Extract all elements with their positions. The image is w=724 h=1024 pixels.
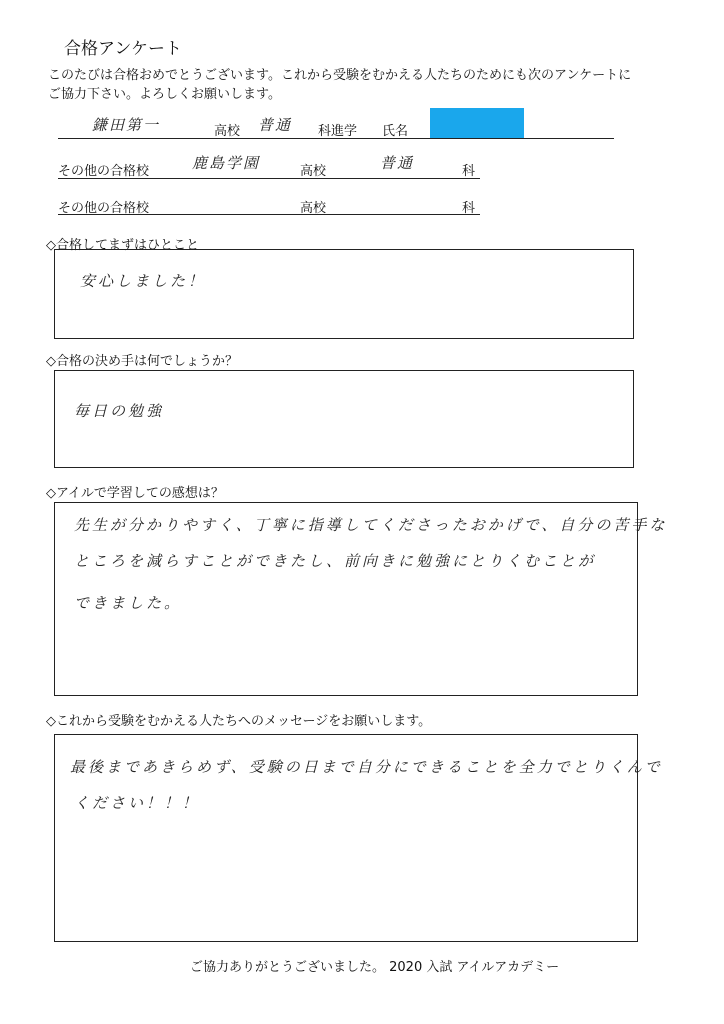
- footer-text: ご協力ありがとうございました。 2020 入試 アイルアカデミー: [190, 960, 560, 975]
- other-school-2-underline: [58, 214, 480, 215]
- name-label: 氏名: [382, 124, 409, 139]
- question-1-heading: ◇合格してまずはひとこと: [46, 238, 199, 253]
- other-school-1-name: 鹿島学園: [192, 154, 261, 172]
- main-school-koukou-label: 高校: [214, 124, 241, 139]
- question-2-heading: ◇合格の決め手は何でしょうか？: [46, 354, 238, 369]
- other-school-1-label: その他の合格校: [58, 164, 150, 179]
- other-school-2-label: その他の合格校: [58, 201, 150, 216]
- question-1-answer-line-1: 安心しました！: [80, 272, 207, 290]
- question-3-answer-line-2: ところを減らすことができたし、前向きに勉強にとりくむことが: [74, 552, 597, 570]
- intro-text-line-2: ご協力下さい。よろしくお願いします。: [48, 87, 281, 102]
- other-school-1-course: 普通: [380, 154, 415, 172]
- other-school-1-underline: [58, 178, 480, 179]
- question-3-answer-line-3: できました。: [74, 594, 183, 612]
- intro-text-line-1: このたびは合格おめでとうございます。これから受験をむかえる人たちのためにも次のアンケートに: [48, 68, 632, 83]
- main-school-ka-label: 科進学: [318, 124, 358, 139]
- other-school-2-koukou-label: 高校: [300, 201, 327, 216]
- question-1-answer-box: [54, 249, 634, 339]
- question-4-heading: ◇これから受験をむかえる人たちへのメッセージをお願いします。: [46, 714, 432, 729]
- question-2-answer-line-1: 毎日の勉強: [74, 402, 165, 420]
- survey-title: 合格アンケート: [64, 39, 182, 59]
- question-3-answer-line-1: 先生が分かりやすく、丁寧に指導してくださったおかげで、自分の苦手な: [74, 516, 668, 534]
- question-3-heading: ◇アイルで学習しての感想は？: [46, 486, 224, 501]
- question-4-answer-line-2: ください！！！: [74, 794, 201, 812]
- main-school-course: 普通: [258, 116, 293, 134]
- other-school-2-ka-label: 科: [462, 201, 476, 216]
- other-school-1-koukou-label: 高校: [300, 164, 327, 179]
- other-school-1-ka-label: 科: [462, 164, 476, 179]
- main-school-name: 鎌田第一: [92, 116, 161, 134]
- question-4-answer-line-1: 最後まであきらめず、受験の日まで自分にできることを全力でとりくんで: [70, 758, 663, 776]
- main-school-underline: [58, 138, 614, 139]
- name-redaction: [430, 108, 524, 138]
